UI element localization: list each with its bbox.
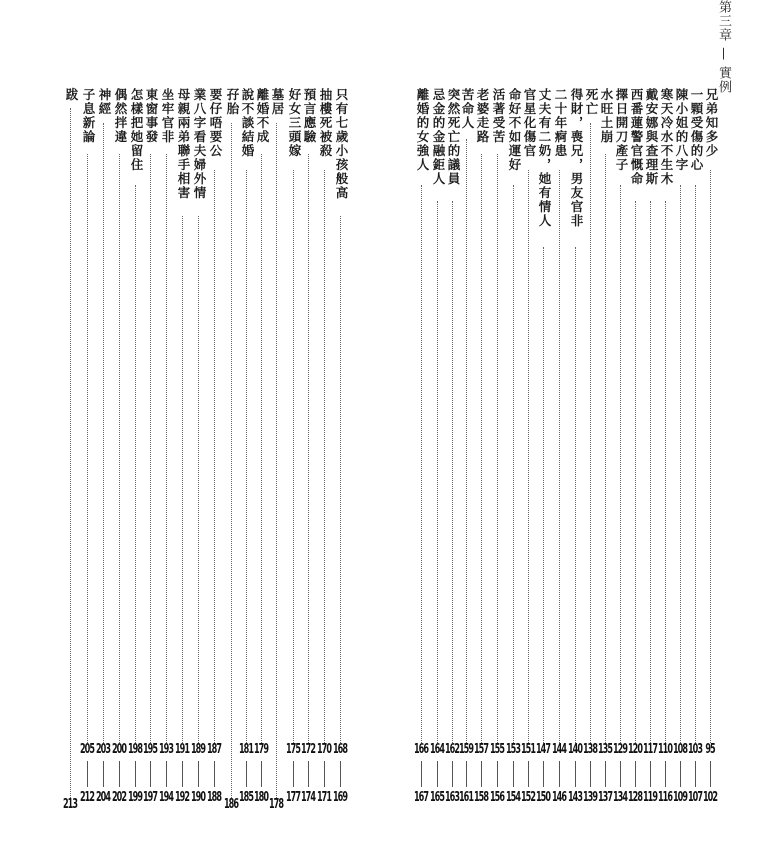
dotted-leader bbox=[293, 170, 294, 744]
toc-entry-title: 丈夫有二奶，她有情人 bbox=[537, 88, 552, 228]
page-end: 165 bbox=[430, 790, 444, 806]
toc-entry bbox=[460, 88, 474, 743]
dotted-leader bbox=[324, 170, 325, 744]
page-end: 186 bbox=[224, 797, 238, 813]
page-end: 180 bbox=[254, 790, 268, 806]
toc-entry bbox=[113, 88, 127, 743]
toc-entry bbox=[81, 88, 95, 743]
page-end: 134 bbox=[613, 790, 627, 806]
range-dash bbox=[481, 761, 482, 787]
toc-entry-title: 好女三頭嫁 bbox=[287, 88, 302, 158]
toc-entry bbox=[208, 88, 222, 743]
dotted-leader bbox=[543, 247, 544, 743]
page-end: 137 bbox=[598, 790, 612, 806]
page-end: 169 bbox=[333, 790, 347, 806]
range-dash bbox=[710, 761, 711, 787]
page-end: 212 bbox=[80, 790, 94, 806]
page-end: 156 bbox=[490, 790, 504, 806]
toc-entry bbox=[553, 88, 567, 743]
toc-entry bbox=[240, 88, 254, 743]
page-start: 181 bbox=[239, 742, 253, 758]
range-dash bbox=[605, 761, 606, 787]
range-dash bbox=[665, 761, 666, 787]
toc-entry bbox=[537, 88, 551, 743]
toc-entry-title: 老婆走路 bbox=[475, 88, 490, 144]
toc-entry bbox=[475, 88, 489, 743]
dotted-leader bbox=[513, 185, 514, 743]
toc-entry bbox=[614, 88, 628, 743]
page-end: 190 bbox=[191, 790, 205, 806]
dotted-leader bbox=[87, 154, 88, 743]
dotted-leader bbox=[119, 154, 120, 743]
page-end: 109 bbox=[673, 790, 687, 806]
page-start: 175 bbox=[286, 742, 300, 758]
dotted-leader bbox=[665, 201, 666, 744]
toc-entry bbox=[287, 88, 301, 743]
page-end: 185 bbox=[239, 790, 253, 806]
page-start: 189 bbox=[191, 742, 205, 758]
toc-entry-title: 一顆受傷的心 bbox=[689, 88, 704, 172]
page-start: 166 bbox=[414, 742, 428, 758]
range-dash bbox=[214, 761, 215, 787]
toc-entry-title: 得財，喪兄，男友官非 bbox=[569, 88, 584, 228]
page-start: 203 bbox=[96, 742, 110, 758]
page-start: 179 bbox=[254, 742, 268, 758]
range-dash bbox=[119, 761, 120, 787]
toc-entry-title: 兄弟知多少 bbox=[704, 88, 719, 158]
toc-entry bbox=[176, 88, 190, 743]
range-dash bbox=[466, 761, 467, 787]
page-range bbox=[61, 797, 79, 813]
toc-entry bbox=[334, 88, 348, 743]
range-dash bbox=[528, 761, 529, 787]
toc-entry-title: 子息新論 bbox=[81, 88, 96, 144]
page-end: 150 bbox=[536, 790, 550, 806]
toc-entry-title: 要仔唔要公 bbox=[208, 88, 223, 158]
toc-entry-title: 苦命人 bbox=[460, 88, 475, 130]
toc-entry-title: 水旺土崩 bbox=[599, 88, 614, 144]
page-start: 117 bbox=[643, 742, 657, 758]
toc-entry-title: 離婚不成 bbox=[255, 88, 270, 144]
dotted-leader bbox=[421, 185, 422, 743]
page-start: 108 bbox=[673, 742, 687, 758]
range-dash bbox=[620, 761, 621, 787]
page-end: 171 bbox=[317, 790, 331, 806]
page-start: 159 bbox=[459, 742, 473, 758]
toc-entry-title: 二十年痾患 bbox=[553, 88, 568, 158]
toc-entry-title: 東窗事發 bbox=[144, 88, 159, 144]
toc-entry-title: 坐牢官非 bbox=[160, 88, 175, 144]
range-dash bbox=[308, 761, 309, 787]
dotted-leader bbox=[528, 170, 529, 744]
page-range bbox=[566, 742, 584, 806]
toc-entry bbox=[644, 88, 658, 743]
toc-entry-title: 西番蓮警官慨命 bbox=[629, 88, 644, 186]
page-end: 128 bbox=[628, 790, 642, 806]
range-dash bbox=[575, 761, 576, 787]
page-start: 187 bbox=[207, 742, 221, 758]
toc-entry bbox=[704, 88, 718, 743]
toc-entry-title: 孖胎 bbox=[225, 88, 240, 116]
range-dash bbox=[590, 761, 591, 787]
page-end: 161 bbox=[459, 790, 473, 806]
page-end: 178 bbox=[269, 797, 283, 813]
toc-entry bbox=[431, 88, 445, 743]
page-range bbox=[110, 742, 128, 806]
dotted-leader bbox=[695, 185, 696, 743]
toc-entry-title: 突然死亡的議員 bbox=[446, 88, 461, 186]
range-dash bbox=[437, 761, 438, 787]
page-range bbox=[78, 742, 96, 806]
toc-entry-title: 官星化傷官 bbox=[522, 88, 537, 158]
page-range bbox=[412, 742, 430, 806]
toc-entry bbox=[302, 88, 316, 743]
page-end: 194 bbox=[159, 790, 173, 806]
dotted-leader bbox=[680, 185, 681, 743]
toc-entry bbox=[491, 88, 505, 743]
range-dash bbox=[261, 761, 262, 787]
page-start: 151 bbox=[521, 742, 535, 758]
toc-entry-title: 忌金的金融鉅人 bbox=[431, 88, 446, 186]
toc-entry-title: 預言應驗 bbox=[302, 88, 317, 144]
dotted-leader bbox=[635, 201, 636, 744]
toc-entry-title: 怎樣把她留住 bbox=[129, 88, 144, 172]
page-end: 213 bbox=[63, 797, 77, 813]
toc-entry bbox=[64, 88, 78, 798]
toc-entry bbox=[129, 88, 143, 743]
toc-entry bbox=[415, 88, 429, 743]
page-start: 144 bbox=[552, 742, 566, 758]
toc-entry bbox=[192, 88, 206, 743]
toc-entry bbox=[584, 88, 598, 743]
page-end: 158 bbox=[474, 790, 488, 806]
page-range bbox=[550, 742, 568, 806]
page-start: 140 bbox=[568, 742, 582, 758]
page-start: 195 bbox=[143, 742, 157, 758]
page-range bbox=[126, 742, 144, 806]
range-dash bbox=[452, 761, 453, 787]
dotted-leader bbox=[150, 154, 151, 743]
page-end: 163 bbox=[445, 790, 459, 806]
toc-entry bbox=[255, 88, 269, 743]
page-end: 197 bbox=[143, 790, 157, 806]
toc-entry bbox=[270, 88, 284, 798]
page-start: 138 bbox=[583, 742, 597, 758]
toc-entry-title: 死亡 bbox=[584, 88, 599, 116]
dotted-leader bbox=[103, 123, 104, 743]
dotted-leader bbox=[308, 154, 309, 743]
page-range bbox=[222, 797, 240, 813]
page-start: 110 bbox=[658, 742, 672, 758]
page-start: 172 bbox=[301, 742, 315, 758]
range-dash bbox=[166, 761, 167, 787]
dotted-leader bbox=[481, 154, 482, 743]
page-start: 193 bbox=[159, 742, 173, 758]
toc-entry-title: 活著受苦 bbox=[491, 88, 506, 144]
page-range bbox=[94, 742, 112, 806]
toc-entry bbox=[225, 88, 239, 798]
dotted-leader bbox=[497, 154, 498, 743]
toc-entry-title: 擇日開刀產子 bbox=[614, 88, 629, 172]
dotted-leader bbox=[246, 170, 247, 744]
page-range bbox=[428, 742, 446, 806]
page-end: 154 bbox=[506, 790, 520, 806]
dotted-leader bbox=[261, 154, 262, 743]
dotted-leader bbox=[452, 201, 453, 744]
toc-entry-title: 偶然拌違 bbox=[113, 88, 128, 144]
toc-entry bbox=[144, 88, 158, 743]
range-dash bbox=[246, 761, 247, 787]
toc-entry-title: 抽樓死被殺 bbox=[318, 88, 333, 158]
page-start: 135 bbox=[598, 742, 612, 758]
range-dash bbox=[87, 761, 88, 787]
dotted-leader bbox=[70, 108, 71, 799]
toc-entry bbox=[160, 88, 174, 743]
page-end: 146 bbox=[552, 790, 566, 806]
toc-entry-title: 跋 bbox=[64, 88, 79, 102]
toc-entry bbox=[689, 88, 703, 743]
toc-entry-title: 墓居 bbox=[270, 88, 285, 116]
range-dash bbox=[293, 761, 294, 787]
page-start: 153 bbox=[506, 742, 520, 758]
page-start: 103 bbox=[688, 742, 702, 758]
dotted-leader bbox=[276, 123, 277, 798]
dotted-leader bbox=[135, 185, 136, 743]
page-end: 188 bbox=[207, 790, 221, 806]
range-dash bbox=[513, 761, 514, 787]
toc-entry-title: 母親兩弟聯手相害 bbox=[176, 88, 191, 200]
toc-entry bbox=[318, 88, 332, 743]
dotted-leader bbox=[214, 170, 215, 744]
dotted-leader bbox=[650, 201, 651, 744]
dotted-leader bbox=[340, 216, 341, 743]
page-start: 198 bbox=[128, 742, 142, 758]
dotted-leader bbox=[590, 123, 591, 743]
toc-entry-title: 戴安娜與查理斯 bbox=[644, 88, 659, 186]
toc-entry-title: 陳小姐的八字 bbox=[674, 88, 689, 172]
toc-entry bbox=[599, 88, 613, 743]
page-end: 204 bbox=[96, 790, 110, 806]
page-end: 174 bbox=[301, 790, 315, 806]
toc-entry bbox=[569, 88, 583, 743]
page-range bbox=[157, 742, 175, 806]
range-dash bbox=[695, 761, 696, 787]
range-dash bbox=[635, 761, 636, 787]
page-range bbox=[189, 742, 207, 806]
page-start: 157 bbox=[474, 742, 488, 758]
range-dash bbox=[680, 761, 681, 787]
page-start: 200 bbox=[112, 742, 126, 758]
page-start: 95 bbox=[705, 742, 715, 758]
dotted-leader bbox=[231, 123, 232, 798]
page-range bbox=[315, 742, 333, 806]
page-end: 143 bbox=[568, 790, 582, 806]
toc-entry bbox=[522, 88, 536, 743]
toc-entry-title: 業八字看夫婦外情 bbox=[192, 88, 207, 200]
page-start: 164 bbox=[430, 742, 444, 758]
dotted-leader bbox=[166, 154, 167, 743]
page-start: 168 bbox=[333, 742, 347, 758]
dotted-leader bbox=[466, 139, 467, 744]
dotted-leader bbox=[575, 247, 576, 743]
page-end: 116 bbox=[658, 790, 672, 806]
toc-entry bbox=[507, 88, 521, 743]
toc-entry bbox=[629, 88, 643, 743]
page-range bbox=[284, 742, 302, 806]
page-start: 205 bbox=[80, 742, 94, 758]
page-end: 167 bbox=[414, 790, 428, 806]
range-dash bbox=[103, 761, 104, 787]
dotted-leader bbox=[437, 201, 438, 744]
chapter-heading: 第三章 — 實例 bbox=[716, 0, 731, 95]
toc-entry-title: 只有七歲小孩般高 bbox=[334, 88, 349, 200]
page-end: 199 bbox=[128, 790, 142, 806]
page-end: 177 bbox=[286, 790, 300, 806]
page-end: 102 bbox=[703, 790, 717, 806]
range-dash bbox=[650, 761, 651, 787]
dotted-leader bbox=[198, 216, 199, 743]
page-start: 170 bbox=[317, 742, 331, 758]
page-start: 162 bbox=[445, 742, 459, 758]
toc-entry bbox=[674, 88, 688, 743]
toc-entry bbox=[97, 88, 111, 743]
dotted-leader bbox=[605, 154, 606, 743]
toc-entry-title: 寒天冷水不生木 bbox=[659, 88, 674, 186]
range-dash bbox=[340, 761, 341, 787]
page-range bbox=[205, 742, 223, 806]
range-dash bbox=[324, 761, 325, 787]
range-dash bbox=[421, 761, 422, 787]
right-page bbox=[381, 0, 762, 857]
page-end: 139 bbox=[583, 790, 597, 806]
page-range bbox=[237, 742, 255, 806]
toc-entry-title: 命好不如運好 bbox=[507, 88, 522, 172]
dotted-leader bbox=[559, 170, 560, 744]
range-dash bbox=[150, 761, 151, 787]
dotted-leader bbox=[620, 185, 621, 743]
page-start: 129 bbox=[613, 742, 627, 758]
page-end: 202 bbox=[112, 790, 126, 806]
range-dash bbox=[543, 761, 544, 787]
range-dash bbox=[135, 761, 136, 787]
page-end: 107 bbox=[688, 790, 702, 806]
dotted-leader bbox=[710, 170, 711, 744]
page-range bbox=[504, 742, 522, 806]
page-start: 155 bbox=[490, 742, 504, 758]
toc-entry bbox=[446, 88, 460, 743]
page-start: 147 bbox=[536, 742, 550, 758]
dotted-leader bbox=[182, 216, 183, 743]
range-dash bbox=[198, 761, 199, 787]
page-start: 120 bbox=[628, 742, 642, 758]
range-dash bbox=[182, 761, 183, 787]
toc-entry-title: 說不談結婚 bbox=[240, 88, 255, 158]
page-range bbox=[331, 742, 349, 806]
page-start: 191 bbox=[175, 742, 189, 758]
toc-entry-title: 神經 bbox=[97, 88, 112, 116]
range-dash bbox=[497, 761, 498, 787]
range-dash bbox=[559, 761, 560, 787]
toc-entry bbox=[659, 88, 673, 743]
page-range bbox=[173, 742, 191, 806]
page-range bbox=[488, 742, 506, 806]
page-end: 192 bbox=[175, 790, 189, 806]
page-end: 119 bbox=[643, 790, 657, 806]
page-end: 152 bbox=[521, 790, 535, 806]
toc-entry-title: 離婚的女強人 bbox=[415, 88, 430, 172]
